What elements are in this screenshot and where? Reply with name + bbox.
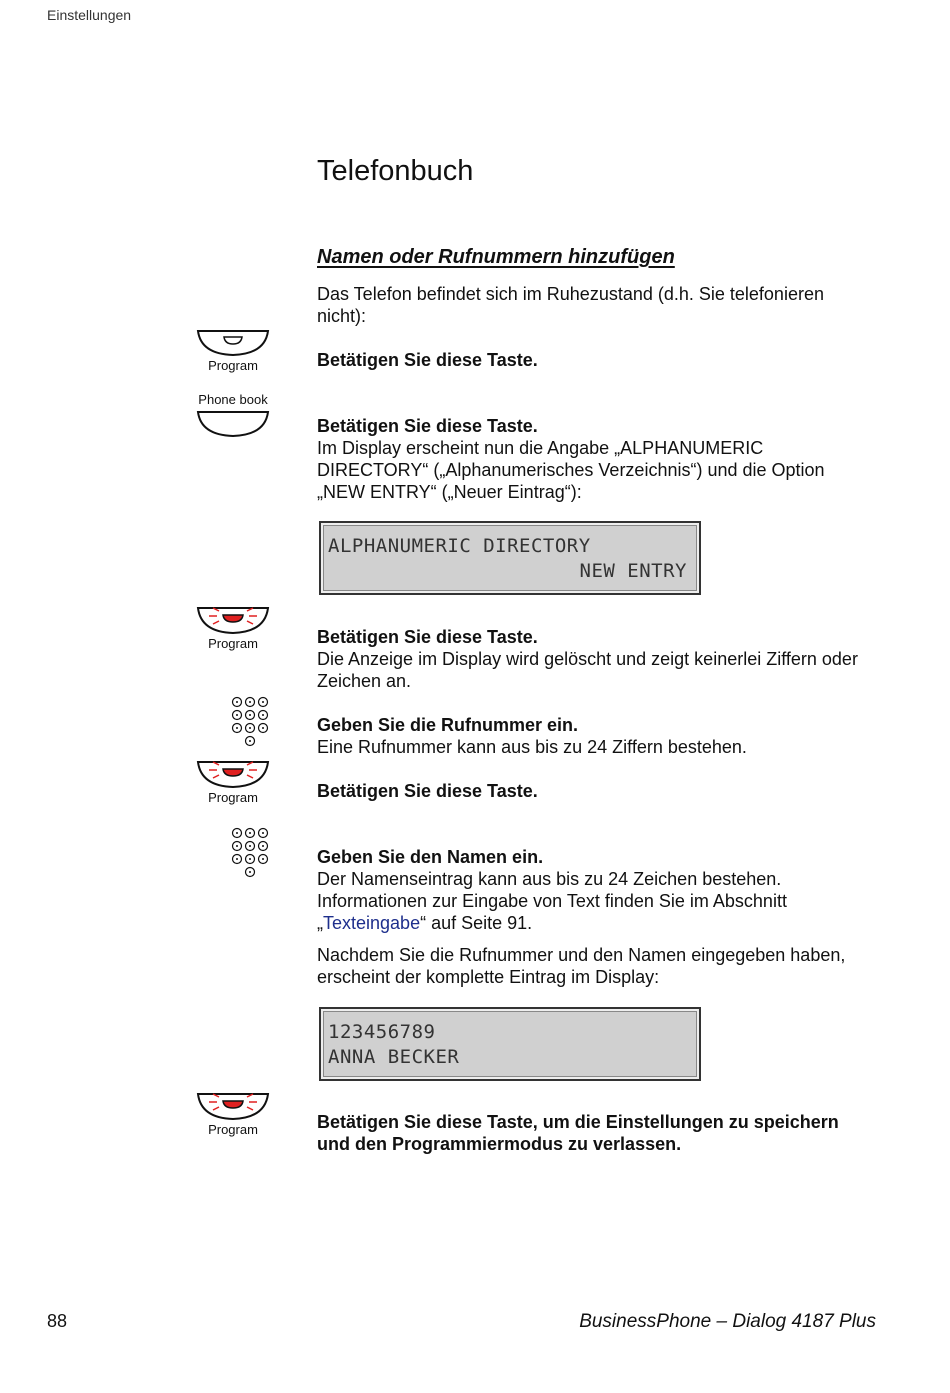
program-key-flashing-icon (195, 604, 271, 651)
step-1: Betätigen Sie diese Taste. (317, 350, 538, 370)
product-name: BusinessPhone – Dialog 4187 Plus (579, 1311, 876, 1332)
step-3: Betätigen Sie diese Taste. Die Anzeige im Display wird gelöscht und zeigt keinerlei Ziffern oder Zeichen an. (317, 627, 858, 691)
key-label: Program (208, 358, 258, 373)
key-label: Program (208, 1122, 258, 1137)
running-header: Einstellungen (47, 7, 132, 23)
lcd-display (319, 521, 701, 595)
step-8: Betätigen Sie diese Taste, um die Einstellungen zu speichern und den Programmiermodus zu verlassen. (317, 1112, 839, 1154)
key-label: Program (208, 636, 258, 651)
program-key-icon (195, 328, 271, 373)
page-title: Telefonbuch (317, 155, 474, 187)
step-2: Betätigen Sie diese Taste. Im Display erscheint nun die Angabe „ALPHANUMERIC DIRECTORY“ („Alphanumerisches Verzeichnis“) und die Option „NEW ENTRY“ („Neuer Eintrag“): (317, 416, 825, 502)
texteingabe-link[interactable]: Texteingabe (323, 913, 421, 933)
program-key-flashing-icon (195, 1090, 271, 1137)
step-4: Geben Sie die Rufnummer ein. Eine Rufnummer kann aus bis zu 24 Ziffern bestehen. (317, 715, 747, 757)
keypad-icon (230, 827, 272, 884)
key-label: Phone book (198, 392, 268, 407)
step-7: Nachdem Sie die Rufnummer und den Namen eingegeben haben, erscheint der komplette Eintrag im Display: (317, 945, 846, 987)
phone-book-key-icon (195, 392, 271, 439)
section-subtitle: Namen oder Rufnummern hinzufügen (317, 246, 675, 268)
display-line-1: 123456789 (328, 1021, 436, 1043)
key-label: Program (208, 790, 258, 805)
step-5: Betätigen Sie diese Taste. (317, 781, 538, 801)
display-line-2: ANNA BECKER (328, 1046, 460, 1068)
program-key-flashing-icon (195, 758, 271, 805)
page-number: 88 (47, 1311, 68, 1331)
intro-text: Das Telefon befindet sich im Ruhezustand (d.h. Sie telefonieren nicht): (317, 284, 824, 326)
keypad-icon (230, 696, 272, 753)
display-line-1: ALPHANUMERIC DIRECTORY (328, 535, 591, 557)
lcd-display (319, 1007, 701, 1081)
step-6: Geben Sie den Namen ein. Der Namenseintrag kann aus bis zu 24 Zeichen bestehen. Informationen zur Eingabe von Text finden Sie im Abschnitt „Texteingabe“ auf Seite 91. (317, 847, 787, 933)
display-line-2: NEW ENTRY (579, 560, 687, 582)
